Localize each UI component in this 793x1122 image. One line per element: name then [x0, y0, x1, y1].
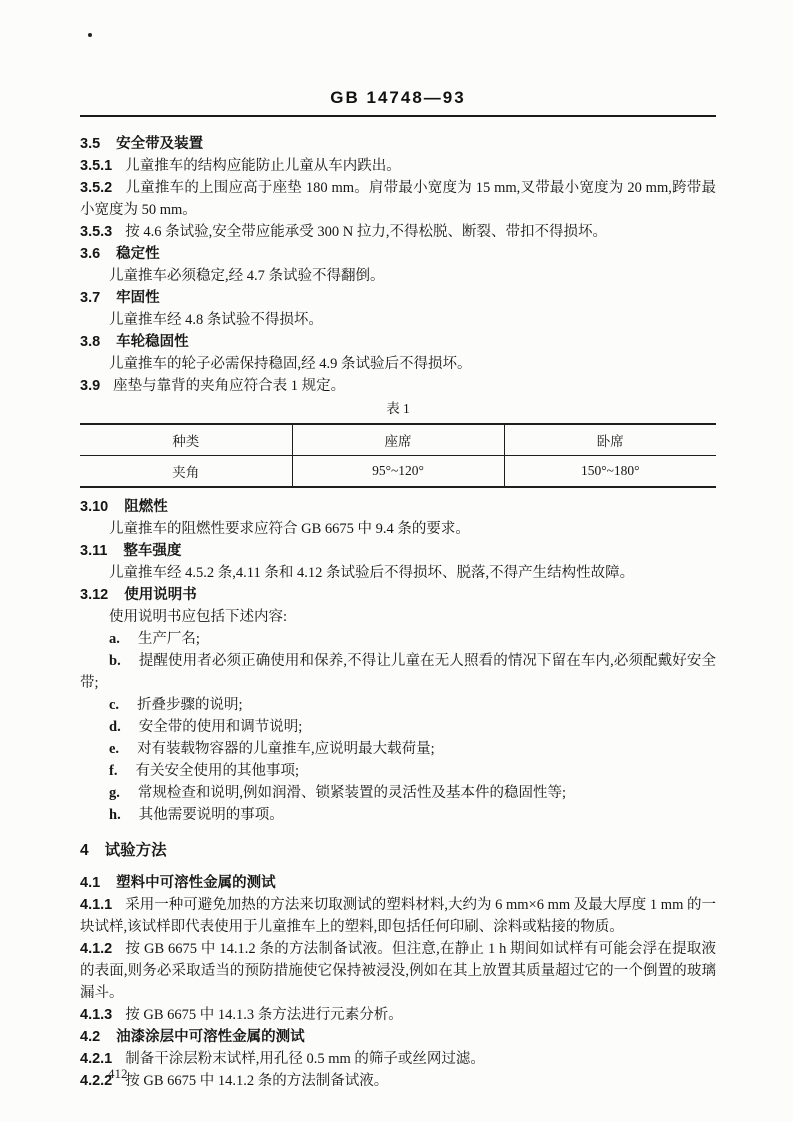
table-header-row	[80, 424, 716, 456]
clause-3-5-2	[80, 177, 716, 221]
clause-intro-3-12: 使用说明书应包括下述内容:	[109, 609, 288, 625]
clause-number: 3.5.1	[80, 158, 113, 174]
clause-text: 儿童推车的上围应高于座垫 180 mm。肩带最小宽度为 15 mm,叉带最小宽度为 20 mm,跨带最小宽度为 50 mm。	[80, 180, 716, 218]
clause-number: 4.1.2	[80, 941, 113, 957]
list-item-c	[80, 694, 716, 716]
clause-title: 牢固性	[116, 290, 160, 306]
list-item-h	[80, 804, 716, 826]
clause-number: 3.11	[80, 543, 108, 559]
chapter-title: 试验方法	[104, 842, 167, 859]
clause-4-2-1	[80, 1048, 716, 1070]
list-text: 提醒使用者必须正确使用和保养,不得让儿童在无人照看的情况下留在车内,必须配戴好安全带;	[80, 653, 716, 691]
list-label: h.	[109, 807, 121, 823]
clause-title: 整车强度	[123, 543, 182, 559]
table-caption: 表 1	[386, 401, 410, 416]
clause-number: 3.10	[80, 499, 109, 515]
clause-number: 4.2.2	[80, 1073, 113, 1089]
clause-heading-3-5	[80, 133, 716, 155]
table-header-cell: 卧席	[504, 424, 716, 456]
list-item-a	[80, 628, 716, 650]
clause-text: 按 4.6 条试验,安全带应能承受 300 N 拉力,不得松脱、断裂、带扣不得损坏。	[125, 224, 607, 240]
clause-text: 按 GB 6675 中 14.1.3 条方法进行元素分析。	[125, 1007, 403, 1023]
clause-heading-3-6	[80, 243, 716, 265]
list-label: d.	[109, 719, 121, 735]
clause-text: 采用一种可避免加热的方法来切取测试的塑料材料,大约为 6 mm×6 mm 及最大厚度 1 mm 的一块试样,该试样即代表使用于儿童推车上的塑料,即包括任何印刷、涂料或粘接的物质。	[80, 897, 716, 935]
list-label: b.	[109, 653, 121, 669]
clause-heading-3-12	[80, 584, 716, 606]
clause-text: 按 GB 6675 中 14.1.2 条的方法制备试液。但注意,在静止 1 h 期间如试样有可能会浮在提取液的表面,则务必采取适当的预防措施使它保持被浸没,例如在其上放置其质量超过它的一个倒置的玻璃漏斗。	[80, 941, 716, 1001]
clause-3-5-1	[80, 155, 716, 177]
clause-heading-3-8	[80, 331, 716, 353]
clause-number: 3.8	[80, 334, 101, 350]
list-label: e.	[109, 741, 120, 757]
clause-number: 3.12	[80, 587, 109, 603]
clause-number: 4.2	[80, 1029, 101, 1045]
list-item-f	[80, 760, 716, 782]
clause-number: 3.5.3	[80, 224, 113, 240]
page-number: 412	[108, 1066, 128, 1081]
clause-number: 3.6	[80, 246, 101, 262]
clause-number: 3.9	[80, 378, 101, 394]
clause-heading-3-10	[80, 496, 716, 518]
clause-number: 3.5.2	[80, 180, 113, 196]
clause-number: 4.1	[80, 875, 101, 891]
list-item-e	[80, 738, 716, 760]
clause-body-3-7: 儿童推车经 4.8 条试验不得损坏。	[109, 312, 323, 328]
clause-text: 儿童推车的结构应能防止儿童从车内跌出。	[125, 158, 401, 174]
clause-body-3-6: 儿童推车必须稳定,经 4.7 条试验不得翻倒。	[109, 268, 385, 284]
clause-number: 4.1.3	[80, 1007, 113, 1023]
clause-number: 3.7	[80, 290, 101, 306]
table-header-cell: 座席	[292, 424, 504, 456]
list-label: a.	[109, 631, 120, 647]
list-text: 生产厂名;	[137, 631, 200, 647]
list-item-b	[80, 650, 716, 694]
table-cell: 夹角	[172, 465, 200, 480]
list-text: 安全带的使用和调节说明;	[138, 719, 303, 735]
clause-4-1-3	[80, 1004, 716, 1026]
header-rule	[80, 115, 716, 117]
standard-number-header: GB 14748—93	[330, 88, 466, 107]
clause-number: 3.5	[80, 136, 101, 152]
table-cell: 95°~120°	[292, 456, 504, 488]
document-content	[80, 88, 716, 1092]
list-label: g.	[109, 785, 120, 801]
table-row	[80, 456, 716, 488]
clause-title: 车轮稳固性	[116, 334, 189, 350]
table-cell: 150°~180°	[504, 456, 716, 488]
clause-3-9	[80, 375, 716, 397]
clause-number: 4.1.1	[80, 897, 113, 913]
clause-heading-4-2	[80, 1026, 716, 1048]
clause-number: 4.2.1	[80, 1051, 113, 1067]
clause-text: 座垫与靠背的夹角应符合表 1 规定。	[113, 378, 346, 394]
clause-heading-3-7	[80, 287, 716, 309]
clause-title: 使用说明书	[124, 587, 197, 603]
list-item-g	[80, 782, 716, 804]
clause-title: 阻燃性	[124, 499, 168, 515]
list-item-d	[80, 716, 716, 738]
clause-title: 塑料中可溶性金属的测试	[116, 875, 276, 891]
list-text: 折叠步骤的说明;	[137, 697, 243, 713]
list-text: 其他需要说明的事项。	[138, 807, 284, 823]
list-label: c.	[109, 697, 120, 713]
chapter-heading-4	[80, 840, 716, 862]
clause-title: 稳定性	[116, 246, 160, 262]
table-1	[80, 423, 716, 488]
list-text: 对有装载物容器的儿童推车,应说明最大载荷量;	[137, 741, 435, 757]
clause-4-1-1	[80, 894, 716, 938]
clause-body-3-10: 儿童推车的阻燃性要求应符合 GB 6675 中 9.4 条的要求。	[109, 521, 470, 537]
list-text: 常规检查和说明,例如润滑、锁紧装置的灵活性及基本件的稳固性等;	[137, 785, 567, 801]
list-label: f.	[109, 763, 118, 779]
clause-heading-3-11	[80, 540, 716, 562]
clause-4-2-2	[80, 1070, 716, 1092]
table-header-cell: 种类	[80, 424, 292, 456]
clause-body-3-11: 儿童推车经 4.5.2 条,4.11 条和 4.12 条试验后不得损坏、脱落,不得产生结构性故障。	[109, 565, 635, 581]
clause-body-3-8: 儿童推车的轮子必需保持稳固,经 4.9 条试验后不得损坏。	[109, 356, 472, 372]
clause-title: 油漆涂层中可溶性金属的测试	[116, 1029, 305, 1045]
list-text: 有关安全使用的其他事项;	[135, 763, 299, 779]
clause-text: 制备干涂层粉末试样,用孔径 0.5 mm 的筛子或丝网过滤。	[125, 1051, 485, 1067]
clause-title: 安全带及装置	[116, 136, 204, 152]
chapter-number: 4	[80, 842, 89, 859]
scan-speck	[88, 33, 92, 37]
clause-text: 按 GB 6675 中 14.1.2 条的方法制备试液。	[125, 1073, 389, 1089]
clause-4-1-2	[80, 938, 716, 1004]
clause-heading-4-1	[80, 872, 716, 894]
clause-3-5-3	[80, 221, 716, 243]
